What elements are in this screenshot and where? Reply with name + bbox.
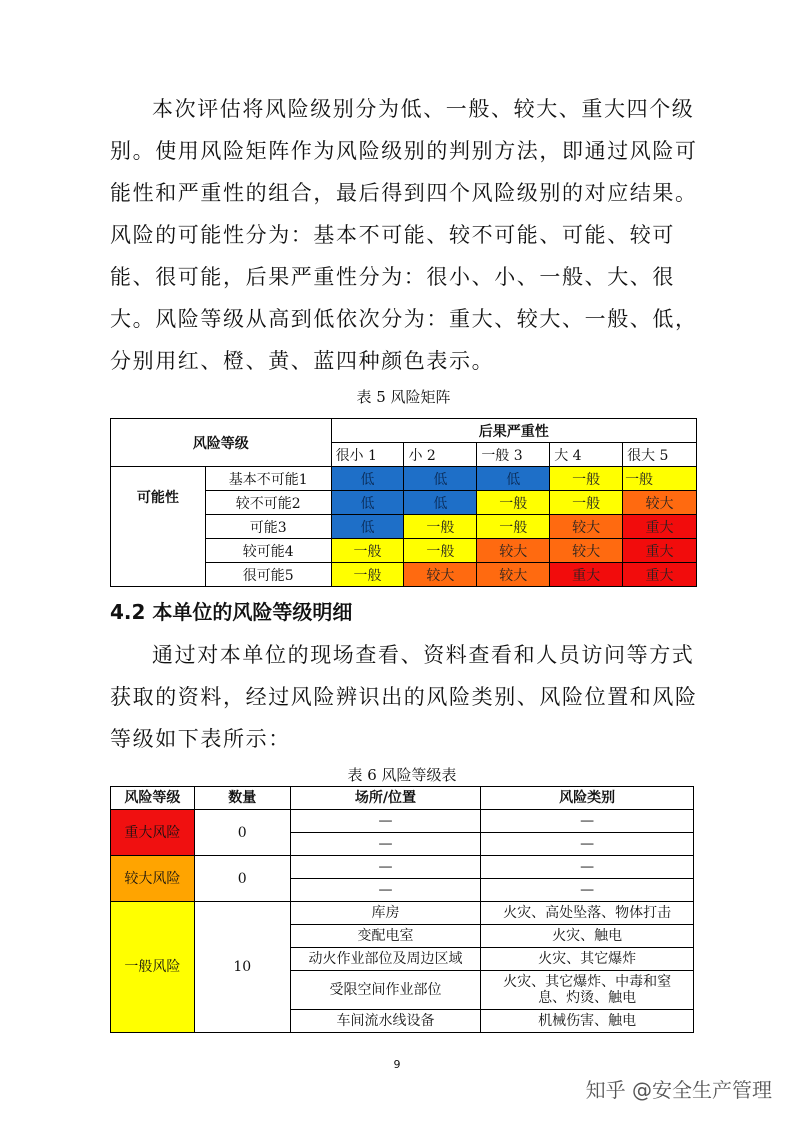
section-title: 4.2 本单位的风险等级明细 — [110, 600, 353, 624]
severity-level: 一般 3 — [477, 443, 550, 467]
likelihood-level: 较可能4 — [205, 539, 331, 563]
intro-paragraph — [110, 88, 698, 382]
matrix-cell: 较大 — [550, 515, 623, 539]
location-cell: 车间流水线设备 — [290, 1010, 481, 1033]
matrix-cell: 低 — [331, 515, 404, 539]
matrix-cell: 低 — [477, 467, 550, 491]
header-count: 数量 — [194, 787, 290, 810]
location-cell: 变配电室 — [290, 925, 481, 948]
matrix-cell: 重大 — [623, 563, 697, 587]
count-significant: 0 — [194, 856, 290, 902]
likelihood-level: 很可能5 — [205, 563, 331, 587]
page-number: 9 — [393, 1058, 401, 1071]
likelihood-level: 基本不可能1 — [205, 467, 331, 491]
category-cell: 机械伤害、触电 — [481, 1010, 694, 1033]
location-cell: — — [290, 833, 481, 856]
matrix-corner-label: 风险等级 — [111, 419, 332, 467]
matrix-cell: 重大 — [550, 563, 623, 587]
matrix-cell: 一般 — [477, 491, 550, 515]
header-location: 场所/位置 — [290, 787, 481, 810]
level-general: 一般风险 — [111, 902, 195, 1033]
risk-matrix-table — [110, 418, 697, 587]
matrix-cell: 较大 — [623, 491, 697, 515]
matrix-cell: 一般 — [477, 515, 550, 539]
matrix-cell: 较大 — [550, 539, 623, 563]
category-cell: — — [481, 879, 694, 902]
count-major: 0 — [194, 810, 290, 856]
category-cell: 火灾、触电 — [481, 925, 694, 948]
level-major: 重大风险 — [111, 810, 195, 856]
matrix-cell: 一般 — [331, 563, 404, 587]
matrix-cell: 较大 — [477, 563, 550, 587]
header-risk-level: 风险等级 — [111, 787, 195, 810]
level-significant: 较大风险 — [111, 856, 195, 902]
matrix-cell: 一般 — [404, 515, 477, 539]
table5-caption: 表 5 风险矩阵 — [356, 388, 451, 406]
category-cell: — — [481, 810, 694, 833]
matrix-cell: 一般 — [331, 539, 404, 563]
severity-level: 小 2 — [404, 443, 477, 467]
count-general: 10 — [194, 902, 290, 1033]
location-cell: — — [290, 810, 481, 833]
likelihood-level: 可能3 — [205, 515, 331, 539]
location-cell: 受限空间作业部位 — [290, 971, 481, 1010]
category-cell: 火灾、高处坠落、物体打击 — [481, 902, 694, 925]
risk-level-table — [110, 786, 694, 1033]
severity-level: 很大 5 — [623, 443, 697, 467]
category-cell: 火灾、其它爆炸 — [481, 948, 694, 971]
location-cell: — — [290, 879, 481, 902]
matrix-cell: 一般 — [623, 467, 697, 491]
category-cell: 火灾、其它爆炸、中毒和窒息、灼烫、触电 — [481, 971, 694, 1010]
matrix-cell: 重大 — [623, 515, 697, 539]
matrix-cell: 重大 — [623, 539, 697, 563]
location-cell: 库房 — [290, 902, 481, 925]
table6-caption: 表 6 风险等级表 — [347, 766, 457, 784]
watermark-text: 知乎 @安全生产管理 — [585, 1078, 772, 1102]
matrix-cell: 较大 — [404, 563, 477, 587]
header-category: 风险类别 — [481, 787, 694, 810]
matrix-cell: 一般 — [550, 491, 623, 515]
location-cell: 动火作业部位及周边区域 — [290, 948, 481, 971]
matrix-cell: 较大 — [477, 539, 550, 563]
detail-paragraph-text: 通过对本单位的现场查看、资料查看和人员访问等方式获取的资料，经过风险辨识出的风险类别、风险位置和风险等级如下表所示： — [110, 643, 698, 751]
detail-paragraph — [110, 634, 698, 760]
matrix-cell: 一般 — [550, 467, 623, 491]
location-cell: — — [290, 856, 481, 879]
severity-level: 大 4 — [550, 443, 623, 467]
matrix-cell: 一般 — [404, 539, 477, 563]
matrix-severity-label: 后果严重性 — [331, 419, 696, 443]
matrix-cell: 低 — [331, 467, 404, 491]
category-cell: — — [481, 856, 694, 879]
matrix-cell: 低 — [404, 491, 477, 515]
severity-level: 很小 1 — [331, 443, 404, 467]
matrix-likelihood-label: 可能性 — [111, 467, 206, 587]
matrix-cell: 低 — [404, 467, 477, 491]
category-cell: — — [481, 833, 694, 856]
intro-paragraph-text: 本次评估将风险级别分为低、一般、较大、重大四个级别。使用风险矩阵作为风险级别的判别方法，即通过风险可能性和严重性的组合，最后得到四个风险级别的对应结果。风险的可能性分为：基本不可能、较不可能、可能、较可能、很可能，后果严重性分为：很小、小、一般、大、很大。风险等级从高到低依次分为：重大、较大、一般、低，分别用红、橙、黄、蓝四种颜色表示。 — [110, 97, 698, 373]
matrix-cell: 低 — [331, 491, 404, 515]
likelihood-level: 较不可能2 — [205, 491, 331, 515]
